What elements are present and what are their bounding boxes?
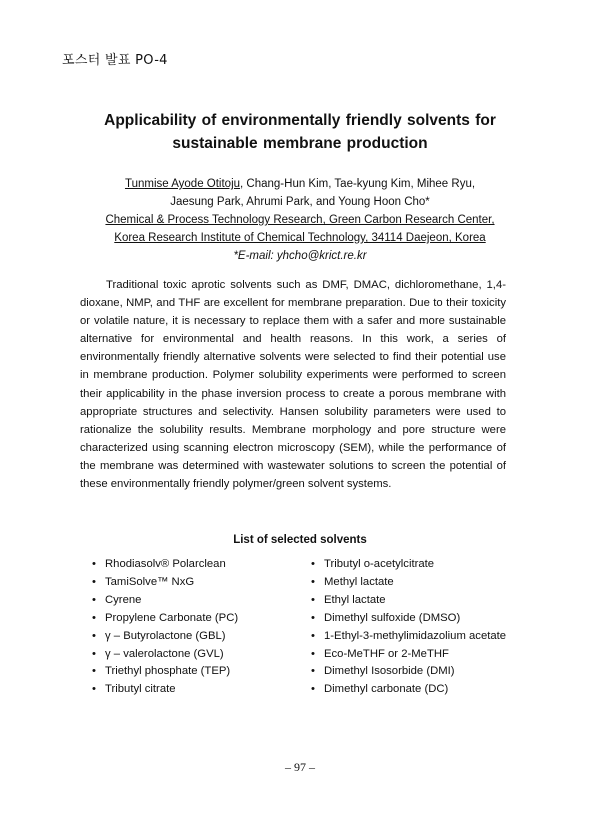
bullet-icon: • <box>92 575 96 588</box>
solvent-name: Propylene Carbonate (PC) <box>105 611 239 624</box>
presenting-author: Tunmise Ayode Otitoju <box>124 178 241 190</box>
title-line-2: sustainable membrane production <box>172 135 428 152</box>
bullet-icon: • <box>92 647 96 660</box>
solvent-name: 1-Ethyl-3-methylimidazolium acetate <box>324 629 507 642</box>
solvent-name: Rhodiasolv® Polarclean <box>105 558 226 570</box>
session-label: 포스터 발표 PO-4 <box>62 53 168 68</box>
title-line-1: Applicability of environmentally friendly solvents for <box>104 112 496 129</box>
solvent-item <box>92 574 297 592</box>
bullet-icon: • <box>92 611 96 624</box>
solvent-item <box>311 556 511 574</box>
bullet-icon: • <box>311 593 315 606</box>
author-line-1 <box>60 175 540 193</box>
solvent-name: Eco-MeTHF or 2-MeTHF <box>324 647 449 660</box>
co-authors-1: , Chang-Hun Kim, Tae-kyung Kim, Mihee Ryu, <box>240 178 476 190</box>
author-block <box>60 175 540 265</box>
solvent-item <box>311 610 511 628</box>
bullet-icon: • <box>311 647 315 660</box>
solvent-name: Methyl lactate <box>324 575 394 588</box>
solvent-name: TamiSolve™ NxG <box>105 575 195 588</box>
solvent-item <box>92 646 297 664</box>
solvent-name: Dimethyl carbonate (DC) <box>324 683 449 696</box>
solvent-item <box>92 592 297 610</box>
solvent-item <box>92 681 297 699</box>
solvent-item <box>92 556 297 574</box>
solvent-name: Triethyl phosphate (TEP) <box>105 665 231 678</box>
bullet-icon: • <box>311 629 315 642</box>
solvent-item <box>92 628 297 646</box>
corresponding-email: *E-mail: yhcho@krict.re.kr <box>233 250 367 262</box>
page-number: – 97 – <box>285 760 315 774</box>
solvent-name: γ – Butyrolactone (GBL) <box>105 629 226 642</box>
solvent-name: Dimethyl Isosorbide (DMI) <box>324 665 455 678</box>
solvent-item <box>311 663 511 681</box>
bullet-icon: • <box>92 665 96 678</box>
bullet-icon: • <box>311 611 315 624</box>
solvent-item <box>311 628 511 646</box>
bullet-icon: • <box>92 629 96 642</box>
solvent-item <box>311 646 511 664</box>
solvent-list-left <box>92 556 297 699</box>
affiliation-line-1: Chemical & Process Technology Research, Green Carbon Research Center, <box>105 214 495 226</box>
solvent-name: Tributyl o-acetylcitrate <box>324 558 435 570</box>
bullet-icon: • <box>311 683 315 696</box>
solvent-list-right <box>311 556 511 699</box>
bullet-icon: • <box>92 558 96 570</box>
bullet-icon: • <box>92 683 96 696</box>
author-line-2: Jaesung Park, Ahrumi Park, and Young Hoon Cho* <box>170 196 430 208</box>
solvent-item <box>92 663 297 681</box>
solvent-name: γ – valerolactone (GVL) <box>105 647 224 660</box>
solvent-name: Tributyl citrate <box>105 683 176 696</box>
solvent-item <box>311 681 511 699</box>
bullet-icon: • <box>311 575 315 588</box>
solvent-item <box>311 592 511 610</box>
bullet-icon: • <box>311 558 315 570</box>
bullet-icon: • <box>92 593 96 606</box>
abstract <box>80 276 506 493</box>
abstract-text: Traditional toxic aprotic solvents such as DMF, DMAC, dichloromethane, 1,4-dioxane, NMP, and THF are excellent for membrane preparation. Due to their toxicity or volatile nature, it is necessary to replace them with a safer and more sustainable alternative for environmental and health reasons. In this work, a series of environmentally friendly alternative solvents were selected to find their potential use in membrane production. Polymer solubility experiments were performed to screen their applicability in the phase inversion process to create a porous membrane with appropriate structures and selectivity. Hansen solubility parameters were used to rationalize the solubility results. Membrane morphology and pore structure were characterized using scanning electron microscopy (SEM), while the performance of the membrane was determined with wastewater solutions to screen the potential of these environmentally friendly polymer/green solvent systems. <box>80 279 506 491</box>
solvent-list-title: List of selected solvents <box>233 534 367 546</box>
solvent-name: Cyrene <box>105 593 142 606</box>
solvent-name: Ethyl lactate <box>324 593 386 606</box>
bullet-icon: • <box>311 665 315 678</box>
solvent-item <box>311 574 511 592</box>
paper-title <box>60 109 540 155</box>
solvent-name: Dimethyl sulfoxide (DMSO) <box>324 611 461 624</box>
affiliation-line-2: Korea Research Institute of Chemical Technology, 34114 Daejeon, Korea <box>114 232 486 244</box>
solvent-item <box>92 610 297 628</box>
